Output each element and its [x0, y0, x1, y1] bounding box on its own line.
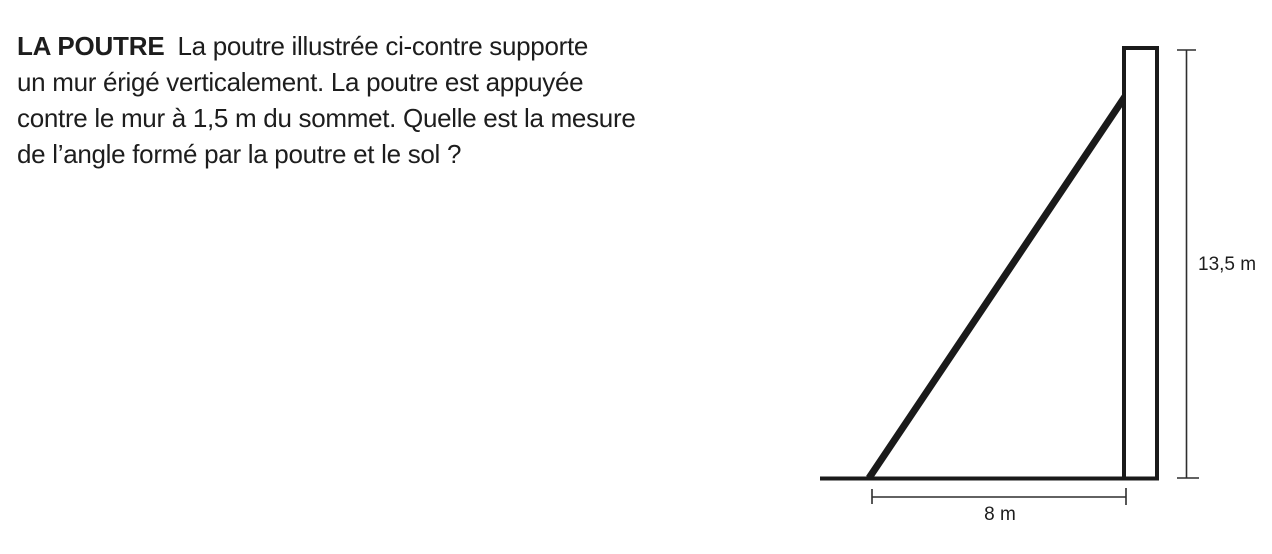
problem-title: LA POUTRE: [17, 31, 165, 61]
base-width-label: 8 m: [984, 504, 1016, 525]
problem-line-3: contre le mur à 1,5 m du sommet. Quelle est la mesure: [17, 103, 636, 133]
wall-rectangle: [1124, 48, 1157, 479]
wall-height-label: 13,5 m: [1198, 254, 1257, 275]
problem-line-2: un mur érigé verticalement. La poutre est appuyée: [17, 67, 584, 97]
beam-line: [869, 92, 1128, 478]
problem-text-line-1: La poutre illustrée ci-contre supporte: [177, 31, 589, 61]
problem-line-4: de l’angle formé par la poutre et le sol ?: [17, 139, 462, 169]
